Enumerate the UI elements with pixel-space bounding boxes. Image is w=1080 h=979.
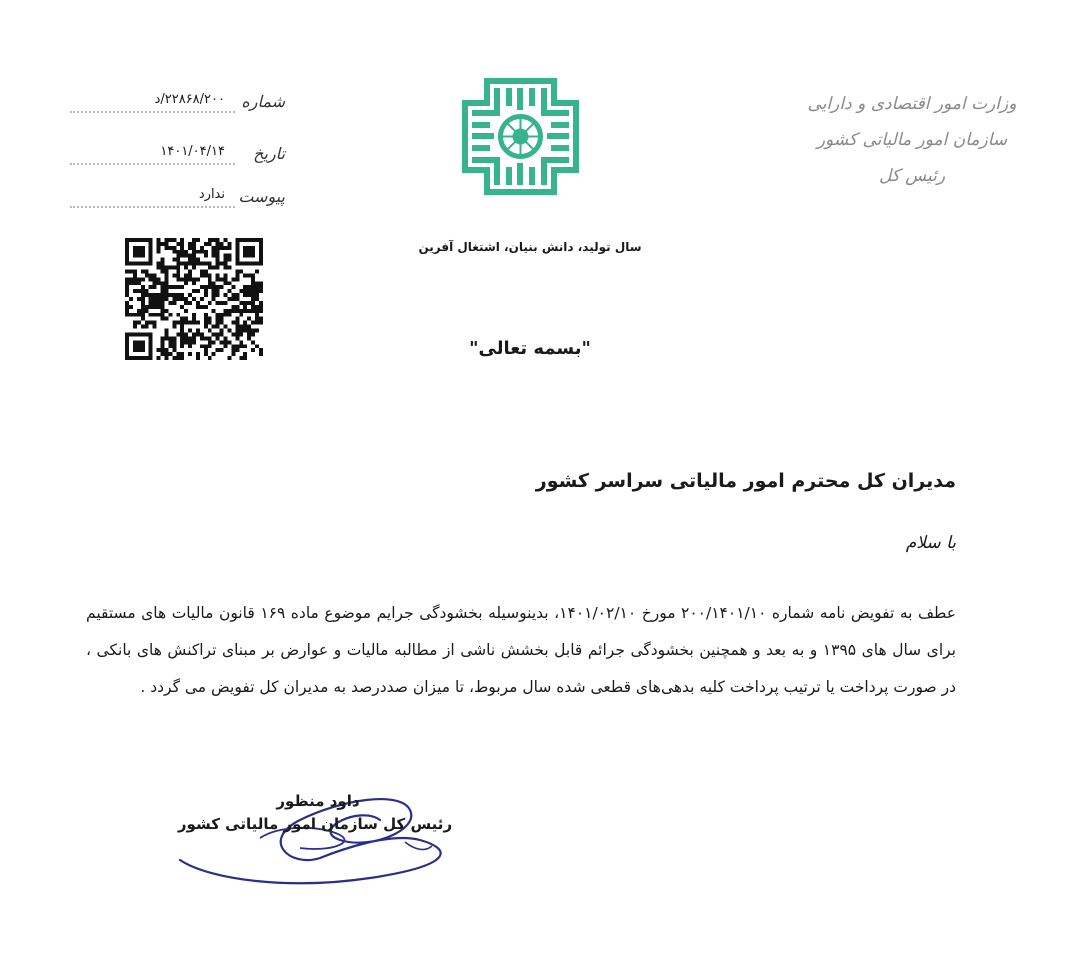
signer-name: داود منظور <box>276 792 360 810</box>
letter-date-label: تاریخ <box>253 144 285 163</box>
letter-number-value: ۲۲۸۶۸/۲۰۰/د <box>151 92 229 107</box>
letter-body <box>86 595 956 706</box>
office-title: رئیس کل <box>878 166 946 186</box>
ministry-header <box>792 86 1032 194</box>
attachment-value: ندارد <box>195 187 229 202</box>
letter-paragraph: عطف به تفویض نامه شماره ۲۰۰/۱۴۰۱/۱۰ مورخ ۱۴۰۱/۰۲/۱۰، بدینوسیله بخشودگی جرایم موضوع ماده ۱۶۹ قانون مالیات های مستقیم برای سال های ۱۳۹۵ و به بعد و همچنین بخشودگی جرائم قابل بخشش ناشی از مطالبه مالیات و عوارض بر مبنای تراکنش های بانکی ، در صورت پرداخت یا ترتیب پرداخت کلیه بدهی‌های قطعی شده سال مربوط، تا میزان صددرصد به مدیران کل تفویض می گردد . <box>86 604 957 696</box>
greeting: با سلام <box>905 533 956 553</box>
letter-date-field <box>70 144 285 172</box>
recipient-line: مدیران کل محترم امور مالیاتی سراسر کشور <box>535 470 956 492</box>
invocation: "بسمه تعالی" <box>469 338 591 359</box>
dotted-line <box>70 206 235 208</box>
year-slogan: سال تولید، دانش بنیان، اشتغال آفرین <box>418 240 642 254</box>
letter-number-field <box>70 92 285 120</box>
attachment-label: پیوست <box>238 187 285 206</box>
signer-title: رئیس کل سازمان امور مالیاتی کشور <box>177 815 453 833</box>
qr-code <box>124 238 264 360</box>
dotted-line <box>70 163 235 165</box>
tax-organization-logo <box>457 73 584 200</box>
letter-date-value: ۱۴۰۱/۰۴/۱۴ <box>156 144 229 159</box>
attachment-field <box>70 187 285 215</box>
ministry-name: وزارت امور اقتصادی و دارایی <box>807 94 1017 114</box>
organization-name: سازمان امور مالیاتی کشور <box>816 130 1008 150</box>
dotted-line <box>70 111 235 113</box>
letter-number-label: شماره <box>241 92 285 111</box>
